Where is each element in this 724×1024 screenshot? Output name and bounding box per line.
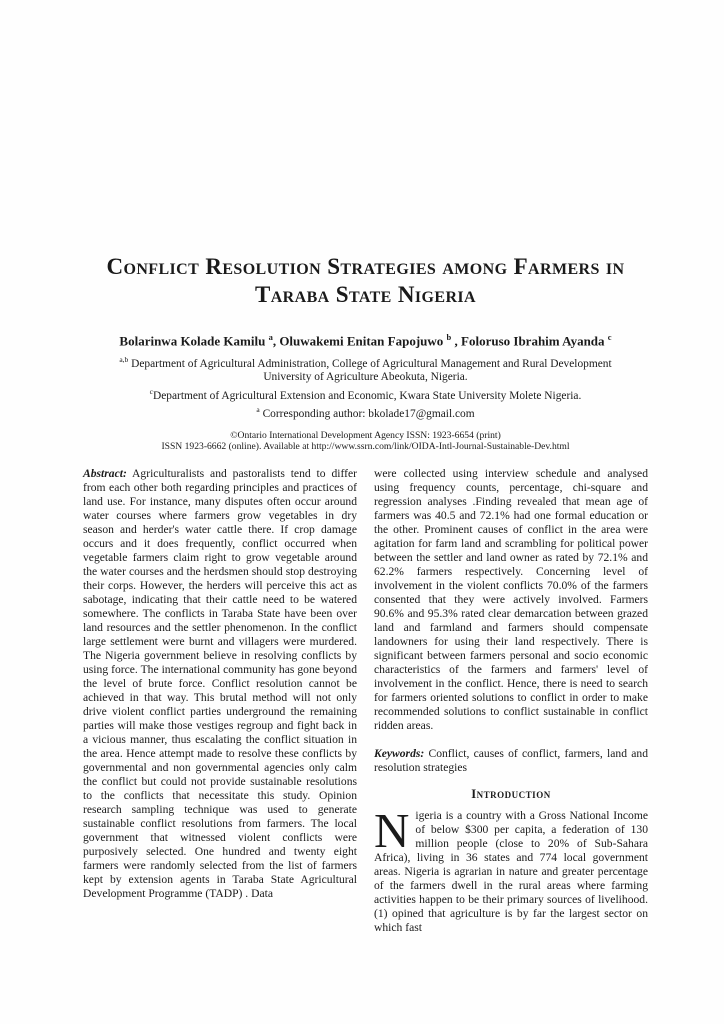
left-column <box>83 467 357 935</box>
abstract-label: Abstract: <box>83 466 127 480</box>
affiliation-line-2 <box>83 371 648 384</box>
abstract-text-left: Agriculturalists and pastoralists tend to differ from each other both regarding principles and practices of land use. For instance, many disputes often occur around water courses where farmers grow vegetables in dry season and herder's water cattle there. If crop damage occurs and it does frequently, conflict occurred when vegetable farmers claim right to grow vegetable around the water courses and the herdsmen should stop destroying their corps. However, the herders will perceive this act as sabotage, indicating that their cattle need to be watered somewhere. The conflicts in Taraba State have been over land resources and the settler phenomenon. In the conflict large settlement were burnt and villagers were murdered. The Nigeria government believe in resolving conflicts by using force. The international community has gone beyond the level of brute force. Conflict resolution cannot be achieved in that way. This brutal method will not only drive violent conflict parties underground the remaining parties will make those vestiges regroup and fight back in a vicious manner, thus escalating the conflict situation in the area. Hence attempt made to resolve these conflicts by governmental and non governmental agencies only calm the conflict but could not provide sustainable resolutions to the conflicts that necessitate this study. Opinion research sampling technique was used to generate sustainable conflict resolutions from farmers. The local government that witnessed violent conflicts were purposively selected. One hundred and twenty eight farmers were randomly selected from the list of farmers kept by extension agents in Taraba State Agricultural Development Programme (TADP) . Data <box>83 466 357 900</box>
author-separator-2: , <box>451 333 462 349</box>
affiliation-text: Department of Agricultural Extension and Economic, Kwara State University Molete Nigeria. <box>153 389 582 402</box>
abstract-text-right: were collected using interview schedule and analysed using frequency counts, percentage, chi-square and regression analyses .Finding revealed that mean age of farmers was 40.5 and 72.1% had one formal education or the other. Prominent causes of conflict in the area were agitation for farm land and scrambling for political power between the settler and land owner as rated by 72.1% and 62.2% farmers respectively. Concerning level of involvement in the violent conflicts 70.0% of the farmers consented that they were actively involved. Farmers 90.6% and 95.3% rated clear demarcation between grazed land and farmland and farmers should compensate landowners for using their land respectively. There is significant between farmers personal and socio economic characteristics of the farmers and farmers' level of involvement in the conflict. Hence, there is need to search for farmers oriented solutions to conflict in order to make recommended solutions to conflict sustainable in conflict ridden areas. <box>374 466 648 732</box>
journal-imprint <box>83 430 648 453</box>
keywords-label: Keywords: <box>374 746 425 760</box>
right-column <box>374 467 648 935</box>
introduction-heading: Introduction <box>471 786 551 801</box>
abstract-paragraph-left <box>83 467 357 901</box>
imprint-issn-online: ISSN 1923-6662 (online). Available at http://www.ssrn.com/link/OIDA-Intl-Journal-Sustainable-Dev.html <box>161 441 570 453</box>
abstract-paragraph-right <box>374 467 648 733</box>
paper-title-line-2: Taraba State Nigeria <box>254 282 476 307</box>
imprint-issn-print: ©Ontario International Development Agency ISSN: 1923-6654 (print) <box>230 429 501 441</box>
keywords-text: Conflict, causes of conflict, farmers, land and resolution strategies <box>374 746 648 774</box>
author-separator-1: , <box>272 333 280 349</box>
dropcap-letter: N <box>374 802 410 858</box>
author-name-3: Foloruso Ibrahim Ayanda <box>461 333 608 349</box>
affiliation-line-3 <box>83 385 648 403</box>
affiliation-text: Department of Agricultural Administration, College of Agricultural Management and Rural Development <box>128 358 612 371</box>
corresponding-author-line <box>83 403 648 421</box>
affiliation-line-1 <box>83 353 648 371</box>
page-content <box>83 0 648 935</box>
author-name-1: Bolarinwa Kolade Kamilu <box>119 333 269 349</box>
affiliation-text: University of Agriculture Abeokuta, Nigeria. <box>263 371 468 384</box>
paper-title <box>83 253 648 309</box>
introduction-paragraph <box>374 802 648 935</box>
corresponding-author-text: Corresponding author: bkolade17@gmail.com <box>259 407 475 420</box>
two-column-body <box>83 467 648 935</box>
keywords-paragraph <box>374 747 648 775</box>
paper-title-line-1: Conflict Resolution Strategies among Farmers in <box>106 254 625 279</box>
author-line <box>83 329 648 349</box>
affiliation-mark: a,b <box>119 355 129 365</box>
author-name-2: Oluwakemi Enitan Fapojuwo <box>279 333 447 349</box>
affiliations-block <box>83 353 648 420</box>
author-affiliation-mark-3: c <box>607 332 612 342</box>
author-affiliation-mark-1: a <box>268 332 273 342</box>
author-affiliation-mark-2: b <box>446 332 452 342</box>
introduction-text: igeria is a country with a Gross National Income of below $300 per capita, a federation of 130 million people (close to 20% of Sub-Sahara Africa), living in 36 states and 774 local government areas. Nigeria is agrarian in nature and greater percentage of the farmers dwell in the rural areas where farming activities happen to be their primary sources of livelihood. (1) opined that agriculture is by far the largest sector on which fast <box>374 808 648 934</box>
affiliation-mark: c <box>149 386 154 396</box>
affiliation-mark: a <box>256 404 260 414</box>
